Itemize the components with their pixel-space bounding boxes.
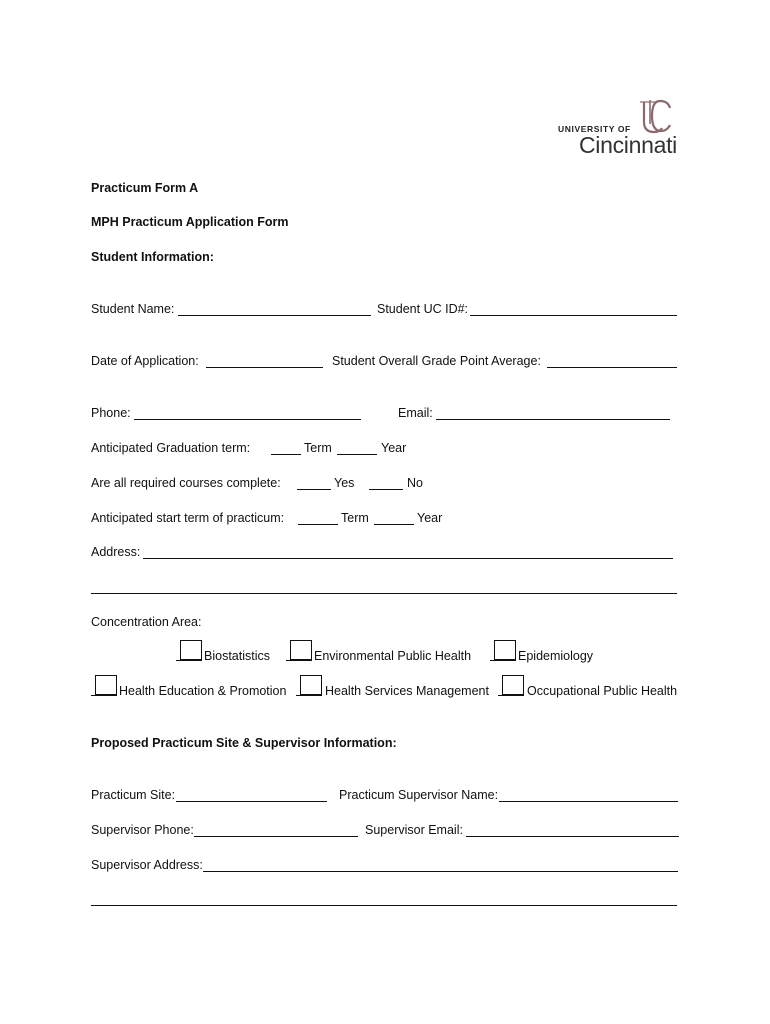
logo-cincinnati: Cincinnati	[579, 132, 677, 158]
supervisor-phone-field[interactable]	[194, 836, 358, 837]
graduation-term-field[interactable]	[271, 454, 301, 455]
graduation-term-term-label: Term	[304, 441, 332, 455]
start-term-year-label: Year	[417, 511, 443, 525]
supervisor-address-field-line-2[interactable]	[91, 905, 677, 906]
courses-complete-label: Are all required courses complete:	[91, 476, 281, 490]
epidemiology-label: Epidemiology	[518, 649, 594, 663]
email-label: Email:	[398, 406, 433, 420]
supervisor-address-label: Supervisor Address:	[91, 858, 203, 872]
start-year-field[interactable]	[374, 524, 414, 525]
email-field[interactable]	[436, 419, 670, 420]
supervisor-name-label: Practicum Supervisor Name:	[339, 788, 499, 802]
graduation-term-year-label: Year	[381, 441, 407, 455]
courses-yes-label: Yes	[334, 476, 355, 490]
site-section-heading: Proposed Practicum Site & Supervisor Information:	[91, 736, 397, 750]
courses-yes-field[interactable]	[297, 489, 331, 490]
start-term-field[interactable]	[298, 524, 338, 525]
occupational-public-health-label: Occupational Public Health	[527, 684, 678, 698]
address-field-line-2[interactable]	[91, 593, 677, 594]
courses-no-field[interactable]	[369, 489, 403, 490]
health-services-management-label: Health Services Management	[325, 684, 489, 698]
uc-monogram-icon	[634, 98, 674, 136]
biostatistics-label: Biostatistics	[204, 649, 270, 663]
start-term-term-label: Term	[341, 511, 369, 525]
practicum-site-label: Practicum Site:	[91, 788, 176, 802]
form-title: MPH Practicum Application Form	[91, 215, 289, 229]
supervisor-phone-label: Supervisor Phone:	[91, 823, 194, 837]
courses-no-label: No	[407, 476, 423, 490]
supervisor-address-field-line-1[interactable]	[203, 871, 678, 872]
university-logo	[556, 98, 692, 162]
graduation-year-field[interactable]	[337, 454, 377, 455]
supervisor-email-field[interactable]	[466, 836, 679, 837]
address-label: Address:	[91, 545, 141, 559]
date-of-application-label: Date of Application:	[91, 354, 199, 368]
start-term-label: Anticipated start term of practicum:	[91, 511, 285, 525]
phone-field[interactable]	[134, 419, 361, 420]
address-field-line-1[interactable]	[143, 558, 673, 559]
student-name-field[interactable]	[178, 315, 371, 316]
health-education-label: Health Education & Promotion	[119, 684, 287, 698]
logo-university-of: UNIVERSITY OF	[558, 124, 631, 134]
student-name-label: Student Name:	[91, 302, 175, 316]
student-id-field[interactable]	[470, 315, 677, 316]
practicum-site-field[interactable]	[176, 801, 327, 802]
phone-label: Phone:	[91, 406, 131, 420]
student-id-label: Student UC ID#:	[377, 302, 469, 316]
supervisor-email-label: Supervisor Email:	[365, 823, 463, 837]
form-label: Practicum Form A	[91, 181, 199, 195]
gpa-field[interactable]	[547, 367, 677, 368]
concentration-label: Concentration Area:	[91, 615, 202, 629]
graduation-term-label: Anticipated Graduation term:	[91, 441, 251, 455]
environmental-public-health-label: Environmental Public Health	[314, 649, 472, 663]
supervisor-name-field[interactable]	[499, 801, 678, 802]
gpa-label: Student Overall Grade Point Average:	[332, 354, 541, 368]
date-of-application-field[interactable]	[206, 367, 323, 368]
student-section-heading: Student Information:	[91, 250, 214, 264]
